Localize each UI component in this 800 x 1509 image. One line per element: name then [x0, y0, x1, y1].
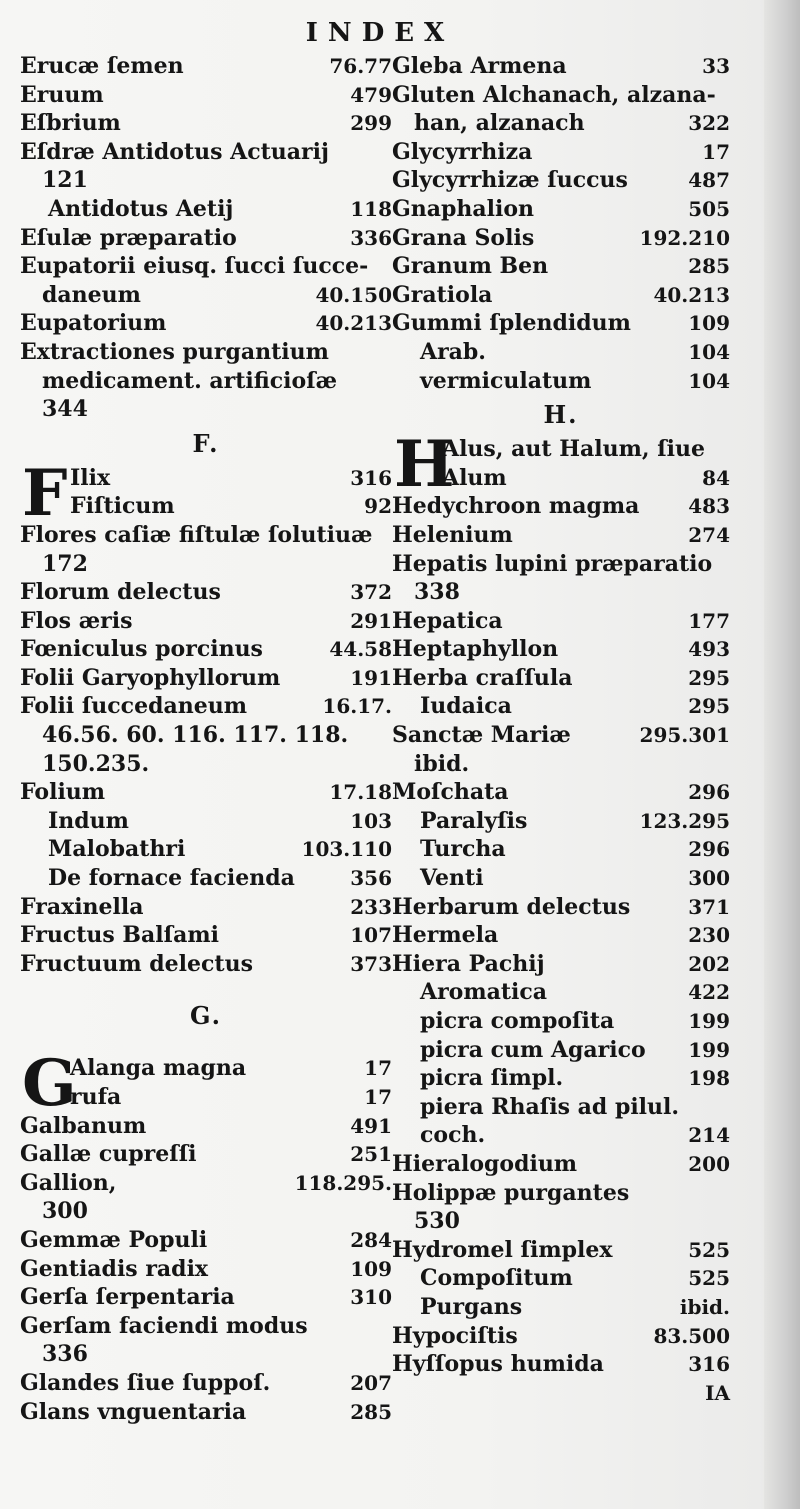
index-entry: Hepatis lupini præparatio	[392, 550, 713, 577]
index-entry: rufa 17	[70, 1084, 392, 1110]
index-entry: Gentiadis radix 109	[20, 1255, 392, 1282]
index-subentry: piera Rhaſis ad pilul.	[420, 1093, 680, 1120]
index-entry: Glans vnguentaria 285	[20, 1398, 392, 1425]
index-entry: Folium 17.18	[20, 779, 392, 806]
index-entry: Gemmæ Populi 284	[20, 1226, 392, 1253]
index-entry-continued: 121	[42, 167, 88, 194]
index-entry: Glandes ſiue ſuppoſ. 207	[20, 1369, 392, 1396]
index-entry: Heptaphyllon 493	[392, 636, 730, 663]
index-entry: Gummi ſplendidum 109	[392, 310, 730, 337]
index-subentry: Purgans ibid.	[420, 1293, 730, 1320]
index-entry: Alanga magna 17	[70, 1055, 392, 1082]
index-entry: Herbarum delectus 371	[392, 893, 730, 920]
index-entry: Folii Garyophyllorum 191	[20, 664, 392, 691]
index-entry: Hermela 230	[392, 922, 730, 949]
index-entry: Hyſſopus humida 316	[392, 1351, 730, 1378]
section-letter-f: F.	[192, 428, 220, 458]
index-entry: Gallæ cupreſſi 251	[20, 1141, 392, 1168]
index-subentry: picra compoſita 199	[420, 1008, 730, 1034]
index-subentry: Turcha 296	[420, 836, 730, 863]
index-entry: Gnaphalion 505	[392, 195, 730, 222]
index-entry-continued: 338	[414, 579, 460, 606]
index-entry: Gleba Armena 33	[392, 53, 730, 79]
index-subentry: Indum 103	[48, 807, 392, 834]
page-edge	[764, 0, 800, 1509]
index-entry: Glycyrrhizæ ſuccus 487	[392, 167, 730, 194]
section-letter-g: G.	[190, 1001, 222, 1031]
index-subentry: Aromatica 422	[420, 979, 730, 1006]
index-entry: Herba craſſula 295	[392, 664, 730, 691]
index-entry: Eſdræ Antidotus Actuarij	[20, 138, 329, 165]
index-subentry: Paralyſis 123.295	[420, 807, 730, 834]
index-entry: Eſbrium 299	[20, 110, 392, 137]
index-entry-continued: coch. 214	[420, 1122, 730, 1149]
index-entry: Glycyrrhiza 17	[392, 138, 730, 165]
index-subentry: picra ſimpl. 198	[420, 1065, 730, 1092]
index-subentry: vermiculatum 104	[420, 367, 730, 394]
index-column-right	[392, 52, 730, 1407]
index-entry: Holippæ purgantes	[392, 1179, 630, 1206]
index-entry: Grana Solis 192.210	[392, 224, 730, 251]
drop-cap-g: G	[22, 1046, 77, 1122]
index-subentry: Malobathri 103.110	[48, 836, 392, 863]
index-entry: Sanctæ Mariæ 295.301	[392, 722, 730, 749]
index-entry: Fœniculus porcinus 44.58	[20, 636, 392, 663]
index-column-left	[20, 52, 392, 1426]
index-entry: Ilix 316	[70, 464, 392, 491]
index-subentry: Iudaica 295	[420, 693, 730, 720]
index-entry: Gerſa ſerpentaria 310	[20, 1284, 392, 1311]
index-entry: Florum delectus 372	[20, 579, 392, 606]
index-entry: Hieralogodium 200	[392, 1150, 730, 1177]
index-entry: Hydromel ſimplex 525	[392, 1236, 730, 1263]
index-entry: Eupatorii eiusq. ſucci ſucce-	[20, 253, 369, 280]
catchword: IA	[705, 1380, 730, 1405]
index-entry-continued: 150.235.	[42, 750, 150, 777]
index-entry-continued: han, alzanach 322	[414, 110, 730, 137]
index-entry: Hepatica 177	[392, 607, 730, 634]
drop-cap-f: F	[22, 455, 68, 531]
index-entry: Flores caſiæ fiſtulæ ſolutiuæ	[20, 521, 373, 548]
index-entry: Erucæ ſemen 76.77	[20, 53, 392, 79]
index-entry: Eruum 479	[20, 81, 392, 108]
index-entry: Alus, aut Halum, ſiue	[442, 436, 706, 463]
section-h-start	[392, 427, 730, 503]
page-header: INDEX	[305, 18, 455, 48]
index-entry: Helenium 274	[392, 521, 730, 548]
index-entry: Hypociſtis 83.500	[392, 1322, 730, 1349]
index-entry: Fiſticum 92	[70, 493, 392, 520]
drop-cap-h: H	[394, 427, 455, 503]
index-entry-continued: ibid.	[414, 750, 470, 777]
index-entry-continued: daneum 40.150	[42, 281, 392, 308]
index-entry-continued: 530	[414, 1208, 460, 1235]
index-entry: Hiera Pachij 202	[392, 950, 730, 977]
index-entry: Gerſam faciendi modus	[20, 1312, 308, 1339]
index-subentry: Venti 300	[420, 865, 730, 892]
index-entry-continued: 336	[42, 1341, 88, 1368]
index-subentry: picra cum Agarico 199	[420, 1036, 730, 1063]
section-f-start	[20, 455, 392, 531]
index-entry: Gratiola 40.213	[392, 281, 730, 308]
index-entry-continued: 46.56. 60. 116. 117. 118.	[42, 722, 349, 749]
section-letter-h: H.	[543, 400, 579, 430]
index-entry: Gallion, 118.295.	[20, 1169, 392, 1196]
index-entry: Fraxinella 233	[20, 893, 392, 920]
index-entry: Fructus Balſami 107	[20, 922, 392, 949]
index-entry: Folii ſuccedaneum 16.17.	[20, 693, 392, 720]
index-entry: Eupatorium 40.213	[20, 310, 392, 337]
index-entry-continued: medicament. artificioſæ	[42, 367, 338, 394]
index-entry: Granum Ben 285	[392, 253, 730, 280]
index-subentry: Compoſitum 525	[420, 1265, 730, 1292]
index-entry: Moſchata 296	[392, 779, 730, 806]
index-entry: Gluten Alchanach, alzana-	[392, 81, 716, 108]
index-entry: Flos æris 291	[20, 607, 392, 634]
section-g-start	[20, 1046, 392, 1122]
index-entry: Galbanum 491	[20, 1112, 392, 1139]
index-subentry: Antidotus Aetij 118	[48, 195, 392, 222]
index-entry: Hedychroon magma 483	[392, 493, 730, 520]
index-subentry: Arab. 104	[420, 338, 730, 365]
index-entry: Alum 84	[442, 464, 730, 491]
index-entry: Eſulæ præparatio 336	[20, 224, 392, 251]
index-entry: Fructuum delectus 373	[20, 950, 392, 977]
index-entry-continued: 344	[42, 396, 88, 423]
index-entry: Extractiones purgantium	[20, 338, 329, 365]
index-entry-continued: 172	[42, 550, 88, 577]
index-entry-continued: 300	[42, 1198, 88, 1225]
index-subentry: De fornace facienda 356	[48, 865, 392, 892]
